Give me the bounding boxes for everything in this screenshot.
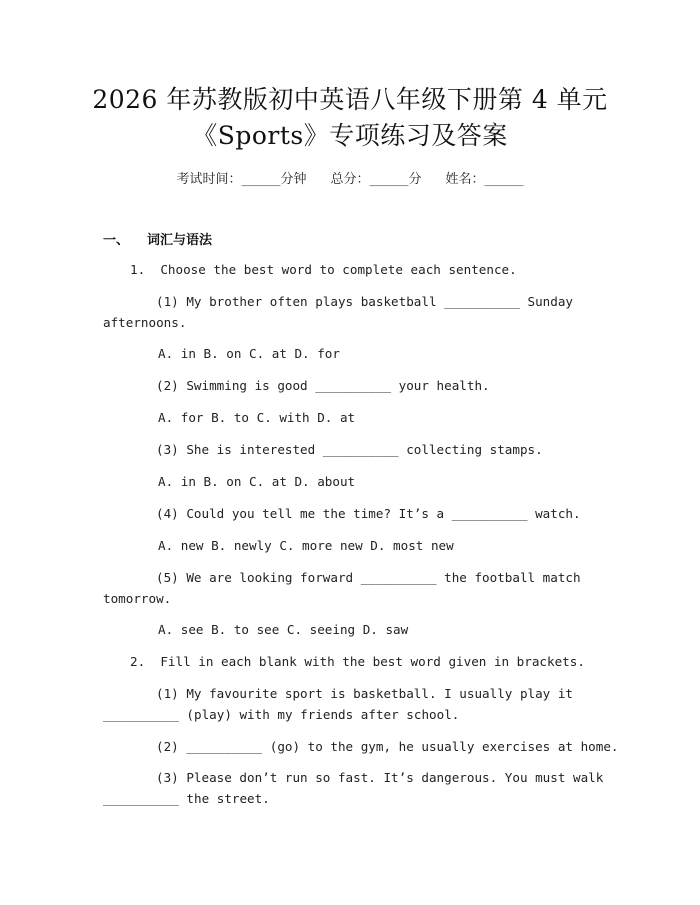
q1-item-5-line-2: tomorrow. bbox=[103, 591, 172, 606]
q2-item-1-line-1: (1) My favourite sport is basketball. I usually play it bbox=[156, 686, 574, 701]
q1-item-2-options: A. for B. to C. with D. at bbox=[158, 410, 356, 425]
exam-time-field: 考试时间：______分钟 bbox=[176, 172, 307, 187]
q1-item-4-line-1: (4) Could you tell me the time? It’s a __________ watch. bbox=[156, 506, 581, 521]
q2-item-3-line-2: __________ the street. bbox=[103, 791, 270, 806]
document-title-line-2: 《Sports》专项练习及答案 bbox=[192, 121, 508, 150]
section-heading bbox=[103, 229, 212, 248]
student-name-field: 姓名：______ bbox=[445, 172, 524, 187]
question-1-prompt: 1. Choose the best word to complete each sentence. bbox=[130, 262, 517, 277]
q2-item-3-line-1: (3) Please don’t run so fast. It’s dangerous. You must walk bbox=[156, 770, 604, 785]
q1-item-2-line-1: (2) Swimming is good __________ your health. bbox=[156, 378, 490, 393]
q1-item-4-options: A. new B. newly C. more new D. most new bbox=[158, 538, 454, 553]
exam-info-row bbox=[0, 168, 700, 187]
total-score-field: 总分：______分 bbox=[330, 172, 422, 187]
q1-item-5-options: A. see B. to see C. seeing D. saw bbox=[158, 622, 409, 637]
q1-item-5-line-1: (5) We are looking forward __________ the football match bbox=[156, 570, 581, 585]
q2-item-2-line-1: (2) __________ (go) to the gym, he usually exercises at home. bbox=[156, 739, 619, 754]
q1-item-3-line-1: (3) She is interested __________ collecting stamps. bbox=[156, 442, 543, 457]
q1-item-1-line-1: (1) My brother often plays basketball __________ Sunday bbox=[156, 294, 574, 309]
question-2-prompt: 2. Fill in each blank with the best word given in brackets. bbox=[130, 654, 585, 669]
section-number: 一、 bbox=[103, 233, 130, 248]
q1-item-3-options: A. in B. on C. at D. about bbox=[158, 474, 356, 489]
q1-item-1-options: A. in B. on C. at D. for bbox=[158, 346, 340, 361]
q2-item-1-line-2: __________ (play) with my friends after school. bbox=[103, 707, 460, 722]
document-title-line-1: 2026 年苏教版初中英语八年级下册第 4 单元 bbox=[92, 85, 608, 114]
q1-item-1-line-2: afternoons. bbox=[103, 315, 187, 330]
section-title: 词汇与语法 bbox=[147, 233, 213, 248]
